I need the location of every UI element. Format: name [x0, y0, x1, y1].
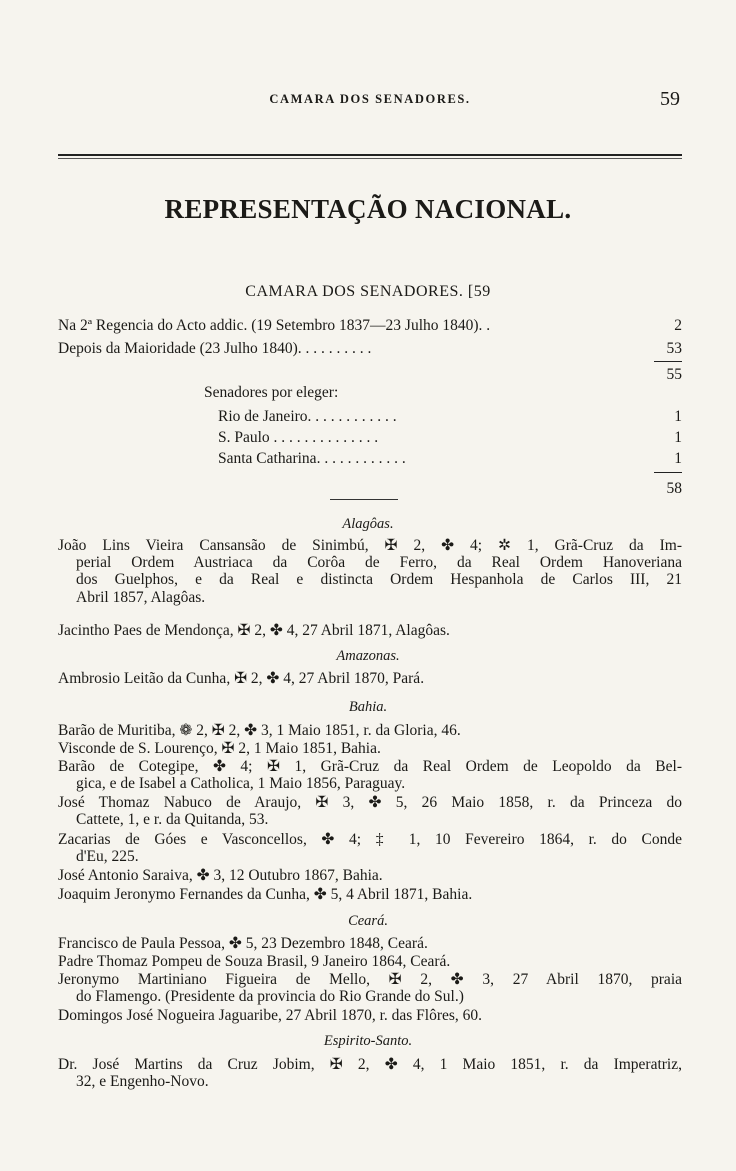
entry-line: Jacintho Paes de Mendonça, ✠ 2, ✤ 4, 27 Abril 1871, Alagôas.: [58, 622, 450, 639]
summary-row-value: 53: [666, 340, 682, 357]
state-heading: Ceará.: [348, 913, 388, 929]
senator-entry: [58, 971, 682, 1005]
state-heading: Amazonas.: [336, 648, 400, 664]
entry-line: Abril 1857, Alagôas.: [76, 588, 206, 606]
senator-entry: [58, 722, 682, 739]
page-title: REPRESENTAÇÃO NACIONAL.: [164, 194, 572, 224]
entry-line: Dr. José Martins da Cruz Jobim, ✠ 2, ✤ 4, 1 Maio 1851, r. da Imperatriz,: [58, 1056, 682, 1073]
section-divider: [330, 499, 398, 500]
entry-line: Zacarias de Góes e Vasconcellos, ✤ 4; ‡ 1, 10 Fevereiro 1864, r. do Conde: [58, 831, 682, 848]
entry-line: dos Guelphos, e da Real e distincta Ordem Hespanhola de Carlos III, 21: [76, 571, 682, 589]
senator-entry: [58, 935, 682, 952]
senator-entry: [58, 794, 682, 828]
senator-entry: [58, 740, 682, 757]
entry-line: Padre Thomaz Pompeu de Souza Brasil, 9 Janeiro 1864, Ceará.: [58, 953, 451, 970]
entry-line: Visconde de S. Lourenço, ✠ 2, 1 Maio 1851, Bahia.: [58, 740, 381, 757]
entry-line: Joaquim Jeronymo Fernandes da Cunha, ✤ 5, 4 Abril 1871, Bahia.: [58, 886, 473, 903]
to-elect-label: Santa Catharina. . . . . . . . . . . .: [218, 450, 406, 467]
entry-line: perial Ordem Austriaca da Corôa de Ferro, da Real Ordem Hanoveriana: [76, 554, 682, 572]
entry-line: Ambrosio Leitão da Cunha, ✠ 2, ✤ 4, 27 Abril 1870, Pará.: [58, 670, 425, 687]
entry-line: Barão de Cotegipe, ✤ 4; ✠ 1, Grã-Cruz da Real Ordem de Leopoldo da Bel-: [58, 758, 682, 775]
senator-entry: [58, 758, 682, 792]
running-title: CAMARA DOS SENADORES.: [269, 92, 471, 106]
total-rule: [654, 472, 682, 473]
state-heading: Espirito-Santo.: [323, 1033, 413, 1049]
summary-row-label: Depois da Maioridade (23 Julho 1840). . . . . . . . . .: [58, 340, 372, 357]
entry-line: Domingos José Nogueira Jaguaribe, 27 Abril 1870, r. das Flôres, 60.: [58, 1007, 483, 1024]
state-heading: Bahia.: [348, 699, 388, 715]
section-subtitle: CAMARA DOS SENADORES. [59: [245, 283, 491, 300]
subtotal-rule: [654, 361, 682, 362]
entry-line: Francisco de Paula Pessoa, ✤ 5, 23 Dezembro 1848, Ceará.: [58, 935, 428, 952]
senator-entry: [58, 537, 682, 606]
summary-row-label: Na 2ª Regencia do Acto addic. (19 Setembro 1837—23 Julho 1840). .: [58, 317, 491, 334]
senator-entry: [58, 670, 682, 687]
senator-entry: [58, 1056, 682, 1090]
entry-line: José Antonio Saraiva, ✤ 3, 12 Outubro 1867, Bahia.: [58, 867, 383, 884]
header-rule-thin: [58, 158, 682, 159]
summary-row-value: 2: [674, 317, 682, 334]
entry-line: Jeronymo Martiniano Figueira de Mello, ✠ 2, ✤ 3, 27 Abril 1870, praia: [58, 971, 682, 988]
to-elect-heading: Senadores por eleger:: [204, 384, 339, 401]
senator-entry: [58, 831, 682, 865]
entry-line: d'Eu, 225.: [76, 848, 139, 866]
summary-subtotal: 55: [666, 366, 682, 383]
senator-entry: [58, 886, 682, 903]
entry-line: gica, e de Isabel a Catholica, 1 Maio 1856, Paraguay.: [76, 775, 406, 793]
to-elect-value: 1: [674, 450, 682, 467]
senator-entry: [58, 1007, 682, 1024]
to-elect-label: Rio de Janeiro. . . . . . . . . . . .: [218, 408, 397, 425]
entry-line: do Flamengo. (Presidente da provincia do Rio Grande do Sul.): [76, 988, 464, 1006]
running-head: [60, 88, 680, 112]
senator-entry: [58, 622, 682, 639]
senator-entry: [58, 867, 682, 884]
header-rule-thick: [58, 154, 682, 156]
page-number: 59: [660, 88, 680, 110]
to-elect-label: S. Paulo . . . . . . . . . . . . . .: [218, 429, 379, 446]
entry-line: João Lins Vieira Cansansão de Sinimbú, ✠ 2, ✤ 4; ✲ 1, Grã-Cruz da Im-: [58, 537, 682, 554]
summary-total: 58: [666, 480, 682, 497]
entry-line: José Thomaz Nabuco de Araujo, ✠ 3, ✤ 5, 26 Maio 1858, r. da Princeza do: [58, 794, 682, 811]
to-elect-value: 1: [674, 429, 682, 446]
entry-line: Barão de Muritiba, ❁ 2, ✠ 2, ✤ 3, 1 Maio 1851, r. da Gloria, 46.: [58, 722, 461, 739]
senator-entry: [58, 953, 682, 970]
state-heading: Alagôas.: [342, 516, 394, 532]
to-elect-value: 1: [674, 408, 682, 425]
entry-line: Cattete, 1, e r. da Quitanda, 53.: [76, 811, 269, 829]
entry-line: 32, e Engenho-Novo.: [76, 1073, 209, 1091]
